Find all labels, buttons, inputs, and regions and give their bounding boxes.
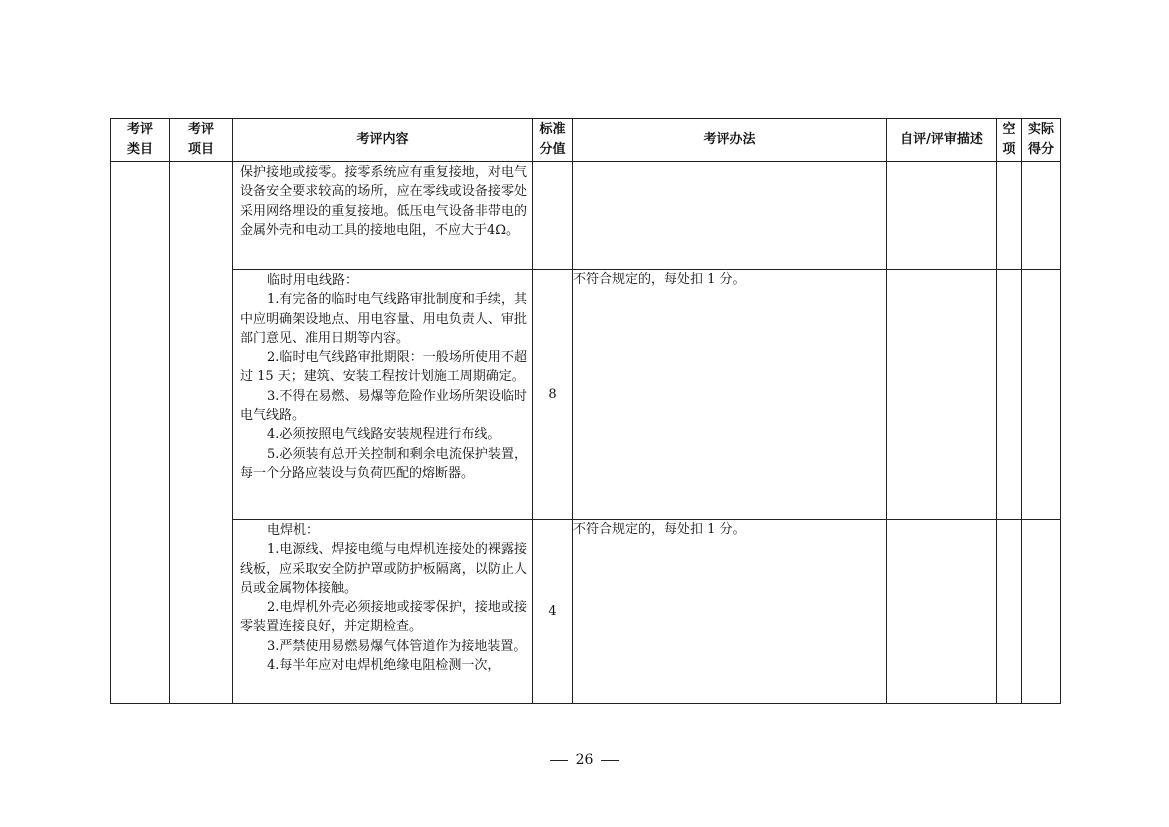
- content-cell: [233, 270, 533, 520]
- header-method: 考评办法: [573, 119, 887, 162]
- blank-cell[interactable]: [997, 520, 1022, 704]
- table-header-row: [111, 119, 1061, 162]
- blank-cell[interactable]: [997, 270, 1022, 520]
- content-paragraph: 4.必须按照电气线路安装规程进行布线。: [267, 427, 501, 443]
- actual-score-cell[interactable]: [1022, 520, 1061, 704]
- content-paragraph: 临时用电线路：: [267, 273, 359, 288]
- table-row: [111, 162, 1061, 270]
- content-paragraph: 电焊机：: [267, 523, 320, 538]
- method-cell: [573, 162, 887, 270]
- table-row: [111, 270, 1061, 520]
- content-paragraph: 1.有完备的临时电气线路审批制度和手续，其中应明确架设地点、用电容量、用电负责人、审批部门意见、准用日期等内容。: [240, 292, 527, 346]
- method-cell: 不符合规定的，每处扣 1 分。: [573, 520, 887, 704]
- score-cell: [533, 162, 573, 270]
- content-cell: [233, 520, 533, 704]
- header-self-review: 自评/评审描述: [887, 119, 997, 162]
- page-footer: [0, 752, 1169, 768]
- blank-cell[interactable]: [997, 162, 1022, 270]
- content-cell: [233, 162, 533, 270]
- evaluation-table: [110, 118, 1061, 704]
- content-paragraph: 5.必须装有总开关控制和剩余电流保护装置，每一个分路应装设与负荷匹配的熔断器。: [240, 446, 527, 481]
- content-paragraph: 3.不得在易燃、易爆等危险作业场所架设临时电气线路。: [240, 388, 527, 424]
- actual-score-cell[interactable]: [1022, 162, 1061, 270]
- item-cell: [170, 162, 233, 704]
- page-number: 26: [575, 752, 594, 768]
- method-cell: 不符合规定的，每处扣 1 分。: [573, 270, 887, 520]
- table-row: [111, 520, 1061, 704]
- footer-dash-left: [550, 760, 568, 761]
- header-score: 标准 分值: [533, 119, 573, 162]
- score-cell: 4: [533, 520, 573, 704]
- content-paragraph: 4.每半年应对电焊机绝缘电阻检测一次，: [267, 658, 501, 674]
- header-item: 考评 项目: [170, 119, 233, 162]
- evaluation-sheet: [110, 118, 1060, 706]
- content-paragraph: 2.电焊机外壳必须接地或接零保护，接地或接零装置连接良好，并定期检查。: [240, 600, 527, 635]
- footer-dash-right: [601, 760, 619, 761]
- content-paragraph: 1.电源线、焊接电缆与电焊机连接处的裸露接线板，应采取安全防护罩或防护板隔离，以防止人员或金属物体接触。: [240, 542, 527, 596]
- actual-score-cell[interactable]: [1022, 270, 1061, 520]
- header-content: 考评内容: [233, 119, 533, 162]
- header-category: 考评 类目: [111, 119, 170, 162]
- self-review-cell[interactable]: [887, 520, 997, 704]
- self-review-cell[interactable]: [887, 270, 997, 520]
- score-cell: 8: [533, 270, 573, 520]
- content-paragraph: 3.严禁使用易燃易爆气体管道作为接地装置。: [267, 638, 527, 654]
- content-paragraph: 2.临时电气线路审批期限：一般场所使用不超过 15 天；建筑、安装工程按计划施工周期确定。: [240, 350, 527, 385]
- header-blank: 空 项: [997, 119, 1022, 162]
- header-actual: 实际 得分: [1022, 119, 1061, 162]
- self-review-cell[interactable]: [887, 162, 997, 270]
- content-paragraph: 保护接地或接零。接零系统应有重复接地，对电气设备安全要求较高的场所，应在零线或设备接零处采用网络埋设的重复接地。低压电气设备非带电的金属外壳和电动工具的接地电阻，不应大于4Ω。: [240, 165, 527, 238]
- category-cell: [111, 162, 170, 704]
